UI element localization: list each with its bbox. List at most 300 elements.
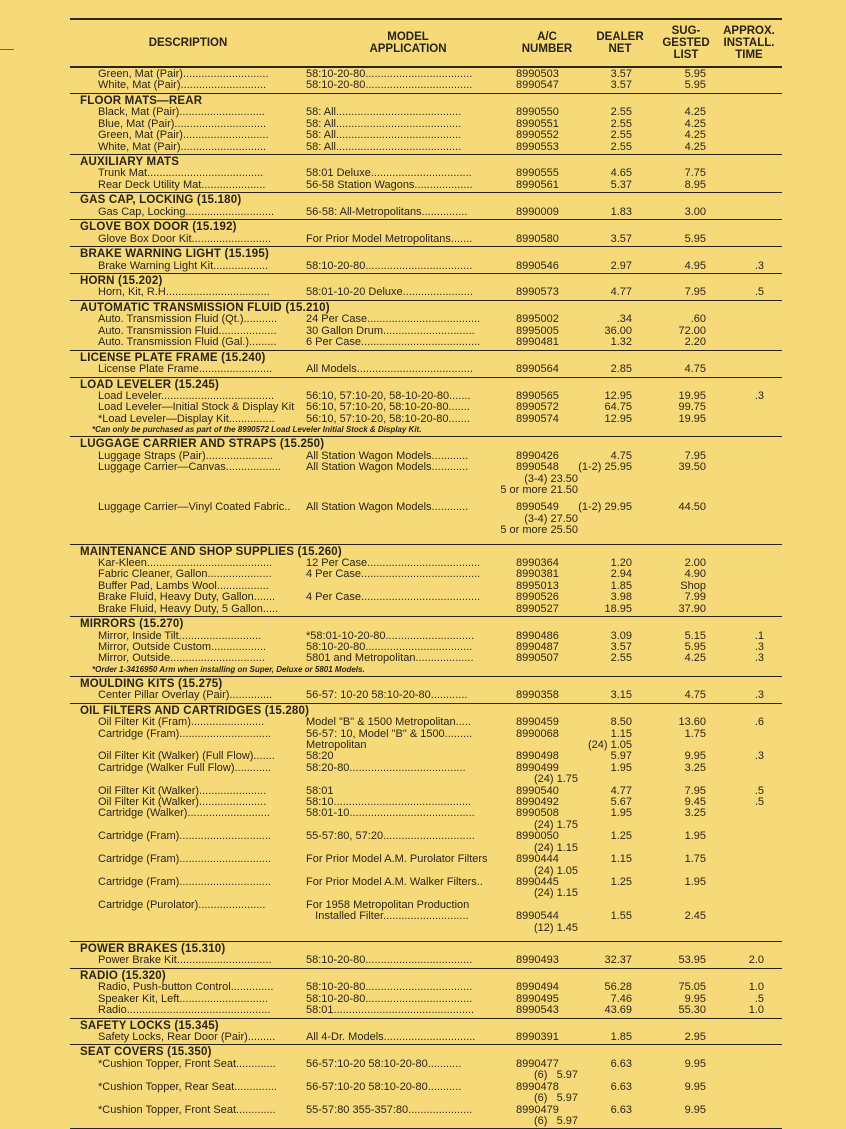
table-row bbox=[70, 911, 782, 922]
item-number: 8990498 bbox=[516, 750, 559, 763]
item-install-time bbox=[716, 900, 782, 911]
item-description: License Plate Frame........................ bbox=[98, 364, 273, 376]
item-dealer-net: 1.15 bbox=[610, 727, 632, 740]
item-list-price: 9.95 bbox=[684, 750, 706, 763]
section-mirrors bbox=[70, 617, 782, 677]
quantity-price-row bbox=[70, 485, 782, 496]
item-dealer-net: 5.37 bbox=[610, 178, 632, 191]
table-row bbox=[70, 592, 782, 603]
item-dealer-net: 43.69 bbox=[604, 1004, 632, 1017]
item-number: 8990495 bbox=[516, 992, 559, 1005]
item-install-time bbox=[716, 326, 782, 337]
item-application: 58:20 bbox=[306, 751, 334, 763]
quantity-price: (24) 1.75 bbox=[533, 818, 578, 831]
item-application: For Prior Model Metropolitans....... bbox=[306, 233, 473, 245]
item-number: 8990364 bbox=[516, 557, 559, 570]
item-number: 8990445 bbox=[516, 875, 559, 888]
item-application: All Station Wagon Models............ bbox=[306, 462, 469, 474]
item-install-time bbox=[716, 729, 782, 740]
item-number: 8990553 bbox=[516, 140, 559, 153]
item-list-price: 1.95 bbox=[684, 875, 706, 888]
item-dealer-net: 1.20 bbox=[610, 557, 632, 570]
item-description: Green, Mat (Pair)............................ bbox=[98, 69, 269, 80]
item-application bbox=[306, 604, 510, 615]
item-description: Cartridge (Fram).............................. bbox=[98, 854, 271, 866]
item-number: 8990459 bbox=[516, 716, 559, 729]
item-description: Luggage Straps (Pair)...................... bbox=[98, 450, 273, 462]
item-number: 8990580 bbox=[516, 232, 559, 245]
item-dealer-net: 1.15 bbox=[610, 853, 632, 866]
quantity-price: (6) 5.97 bbox=[533, 1092, 578, 1105]
item-application: 55-57:80 355-357:80..................... bbox=[306, 1104, 473, 1116]
item-install-time: 2.0 bbox=[748, 954, 764, 967]
item-dealer-net: 2.55 bbox=[610, 106, 632, 119]
section-moulding-kits bbox=[70, 677, 782, 704]
item-install-time bbox=[716, 402, 782, 413]
header-install-time: APPROX. INSTALL. TIME bbox=[723, 25, 775, 61]
quantity-price: (24) 1.15 bbox=[533, 841, 578, 854]
item-list-price: 4.90 bbox=[684, 568, 706, 581]
item-install-time bbox=[716, 337, 782, 348]
item-dealer-net: 2.94 bbox=[610, 568, 632, 581]
item-install-time bbox=[716, 462, 782, 473]
table-row bbox=[70, 451, 782, 462]
item-description: *Cushion Topper, Front Seat............. bbox=[98, 1104, 276, 1116]
item-application: For Prior Model A.M. Purolator Filters bbox=[306, 854, 488, 866]
item-description: Center Pillar Overlay (Pair).............. bbox=[98, 690, 273, 702]
item-application: 58:10-20-80................................... bbox=[306, 993, 473, 1005]
table-row bbox=[70, 314, 782, 325]
item-number: 8990481 bbox=[516, 336, 559, 349]
table-row bbox=[70, 877, 782, 888]
table-row bbox=[70, 180, 782, 191]
quantity-price: (24) 1.15 bbox=[533, 887, 578, 900]
item-dealer-net: (1-2) 29.95 bbox=[578, 501, 632, 514]
item-dealer-net: 32.37 bbox=[604, 954, 632, 967]
item-install-time bbox=[716, 207, 782, 218]
item-dealer-net: 5.67 bbox=[610, 796, 632, 809]
item-number: 8990508 bbox=[516, 807, 559, 820]
section-title: AUTOMATIC TRANSMISSION FLUID (15.210) bbox=[80, 301, 330, 314]
section-title: FLOOR MATS—REAR bbox=[80, 94, 203, 107]
quantity-price: 5 or more 25.50 bbox=[500, 524, 578, 537]
item-number: 8990547 bbox=[516, 79, 559, 92]
item-description: Speaker Kit, Left............................. bbox=[98, 993, 268, 1005]
item-description: Cartridge (Fram).............................. bbox=[98, 876, 271, 888]
table-row bbox=[70, 402, 782, 413]
item-description: Trunk Mat...................................... bbox=[98, 168, 264, 180]
item-description: *Load Leveler—Display Kit............... bbox=[98, 413, 275, 425]
item-description: Oil Filter Kit (Walker)...................... bbox=[98, 785, 267, 797]
item-dealer-net: 2.55 bbox=[610, 652, 632, 665]
item-list-price: 7.95 bbox=[684, 449, 706, 462]
table-row bbox=[70, 1105, 782, 1116]
quantity-price: (24) 1.05 bbox=[587, 739, 632, 752]
item-description: Auto. Transmission Fluid (Qt.)........... bbox=[98, 314, 278, 326]
item-dealer-net: 18.95 bbox=[604, 602, 632, 615]
item-install-time bbox=[716, 314, 782, 325]
table-row bbox=[70, 1082, 782, 1093]
section-radio bbox=[70, 969, 782, 1019]
section-title: MIRRORS (15.270) bbox=[80, 618, 184, 631]
table-row bbox=[70, 168, 782, 179]
item-number: 8990426 bbox=[516, 449, 559, 462]
item-list-price: 9.95 bbox=[684, 1103, 706, 1116]
item-description: White, Mat (Pair)............................ bbox=[98, 80, 267, 92]
item-description bbox=[70, 911, 306, 922]
item-dealer-net: 1.85 bbox=[610, 1031, 632, 1044]
item-dealer-net: 12.95 bbox=[604, 390, 632, 402]
item-list-price: 72.00 bbox=[678, 324, 706, 337]
table-row bbox=[70, 287, 782, 298]
item-application: 56-58: All-Metropolitans............... bbox=[306, 206, 468, 218]
item-description: Load Leveler—Initial Stock & Display Kit bbox=[98, 402, 295, 414]
section-luggage-carrier bbox=[70, 437, 782, 544]
item-list-price: 3.25 bbox=[684, 761, 706, 774]
item-dealer-net: 6.63 bbox=[610, 1057, 632, 1070]
item-application: All 4-Dr. Models.............................. bbox=[306, 1032, 476, 1044]
item-dealer-net: .34 bbox=[616, 313, 632, 326]
item-install-time bbox=[716, 142, 782, 153]
item-install-time bbox=[716, 502, 782, 513]
item-description: Radio............................................... bbox=[98, 1005, 271, 1017]
item-list-price: 9.95 bbox=[684, 992, 706, 1005]
table-row bbox=[70, 763, 782, 774]
item-install-time bbox=[716, 1105, 782, 1116]
item-description: *Cushion Topper, Rear Seat.............. bbox=[98, 1081, 277, 1093]
item-description: Mirror, Outside Custom.................. bbox=[98, 642, 267, 653]
table-row bbox=[70, 1059, 782, 1070]
item-install-time: .5 bbox=[754, 286, 764, 299]
item-number: 8995002 bbox=[516, 313, 559, 326]
item-list-price: 19.95 bbox=[678, 412, 706, 425]
item-application: All Station Wagon Models............ bbox=[306, 502, 469, 514]
item-list-price: 1.75 bbox=[684, 727, 706, 740]
item-dealer-net: 1.25 bbox=[610, 830, 632, 843]
table-row bbox=[70, 234, 782, 245]
table-row bbox=[70, 558, 782, 569]
item-list-price: 5.95 bbox=[684, 641, 706, 653]
item-application: Installed Filter............................ bbox=[306, 911, 469, 923]
section-title: MAINTENANCE AND SHOP SUPPLIES (15.260) bbox=[80, 545, 342, 558]
item-number: 8990555 bbox=[516, 167, 559, 180]
quantity-price-row bbox=[70, 1116, 782, 1127]
item-list-price: 5.95 bbox=[684, 79, 706, 92]
item-number: 8990478 bbox=[516, 1080, 559, 1093]
item-list-price: 39.50 bbox=[678, 461, 706, 474]
section-title: GAS CAP, LOCKING (15.180) bbox=[80, 194, 242, 207]
item-application: 58: All......................................... bbox=[306, 141, 462, 153]
item-description: Load Leveler..................................... bbox=[98, 391, 275, 402]
item-application: 5801 and Metropolitan................... bbox=[306, 653, 474, 665]
item-list-price: 53.95 bbox=[678, 954, 706, 967]
table-row bbox=[70, 69, 782, 80]
item-number: 8990479 bbox=[516, 1103, 559, 1116]
item-application: 58:10-20-80................................... bbox=[306, 642, 473, 653]
quantity-price-row bbox=[70, 888, 782, 899]
table-row bbox=[70, 326, 782, 337]
item-description: *Cushion Topper, Front Seat............. bbox=[98, 1058, 276, 1070]
item-list-price: 4.25 bbox=[684, 117, 706, 130]
item-list-price: 8.95 bbox=[684, 178, 706, 191]
item-list-price: 1.95 bbox=[684, 830, 706, 843]
item-install-time bbox=[716, 414, 782, 425]
item-application: 58:01.............................................. bbox=[306, 1005, 475, 1017]
item-list-price: 75.05 bbox=[678, 981, 706, 994]
item-description: Glove Box Door Kit.......................... bbox=[98, 233, 271, 245]
parts-price-list bbox=[70, 18, 782, 1129]
item-dealer-net: 1.85 bbox=[610, 579, 632, 592]
item-install-time bbox=[716, 569, 782, 580]
item-install-time: .3 bbox=[754, 641, 764, 653]
item-number: 8990503 bbox=[516, 68, 559, 80]
item-install-time bbox=[716, 364, 782, 375]
item-application: 58:10-20-80................................... bbox=[306, 955, 473, 967]
item-application: 58: All......................................... bbox=[306, 107, 462, 119]
item-install-time: .3 bbox=[754, 750, 764, 763]
item-description: Power Brake Kit............................... bbox=[98, 955, 272, 967]
item-dealer-net: 4.77 bbox=[610, 286, 632, 299]
item-application: 58:01 bbox=[306, 785, 334, 797]
item-number: 8990499 bbox=[516, 761, 559, 774]
item-list-price: 2.00 bbox=[684, 557, 706, 570]
section-auxiliary-mats bbox=[70, 155, 782, 193]
item-application: Metropolitan bbox=[306, 740, 367, 752]
item-number: 8990573 bbox=[516, 286, 559, 299]
section-floor-mats-front-cont bbox=[70, 68, 782, 94]
header-dealer-net: DEALER NET bbox=[596, 31, 644, 55]
item-number: 8990574 bbox=[516, 412, 559, 425]
item-install-time bbox=[716, 831, 782, 842]
section-maintenance-shop-supplies bbox=[70, 545, 782, 618]
item-dealer-net: 3.09 bbox=[610, 629, 632, 642]
section-title: SAFETY LOCKS (15.345) bbox=[80, 1019, 219, 1032]
item-description: Mirror, Outside............................... bbox=[98, 653, 265, 665]
header-suggested-list: SUG- GESTED LIST bbox=[662, 25, 710, 61]
item-dealer-net: 1.95 bbox=[610, 761, 632, 774]
item-install-time bbox=[716, 180, 782, 191]
quantity-price: (6) 5.97 bbox=[533, 1069, 578, 1082]
quantity-price: (3-4) 27.50 bbox=[524, 512, 578, 525]
table-row bbox=[70, 502, 782, 513]
item-number: 8990486 bbox=[516, 629, 559, 642]
item-number: 8990391 bbox=[516, 1031, 559, 1044]
item-number: 8995013 bbox=[516, 579, 559, 592]
section-horn bbox=[70, 274, 782, 301]
margin-mark: — bbox=[0, 40, 14, 56]
item-number: 8990494 bbox=[516, 981, 559, 994]
section-seat-covers bbox=[70, 1045, 782, 1129]
table-row bbox=[70, 391, 782, 402]
item-install-time bbox=[716, 854, 782, 865]
item-description: Brake Fluid, Heavy Duty, Gallon....... bbox=[98, 592, 276, 604]
item-list-price: 4.25 bbox=[684, 129, 706, 142]
table-header bbox=[70, 18, 782, 68]
item-description: Rear Deck Utility Mat..................... bbox=[98, 179, 266, 191]
item-install-time bbox=[716, 107, 782, 118]
item-list-price: 4.75 bbox=[684, 363, 706, 376]
item-install-time bbox=[716, 130, 782, 141]
item-description: Horn, Kit, R.H.................................. bbox=[98, 287, 270, 299]
header-model-application: MODEL APPLICATION bbox=[369, 31, 447, 55]
quantity-price: 5 or more 21.50 bbox=[500, 483, 578, 496]
table-row bbox=[70, 642, 782, 653]
item-install-time bbox=[716, 763, 782, 774]
item-install-time bbox=[716, 80, 782, 91]
item-list-price: 9.45 bbox=[684, 796, 706, 809]
item-dealer-net: 4.77 bbox=[610, 784, 632, 797]
item-description: White, Mat (Pair)............................ bbox=[98, 141, 267, 153]
item-number: 8990550 bbox=[516, 106, 559, 119]
item-list-price: 4.75 bbox=[684, 689, 706, 702]
item-dealer-net: 3.57 bbox=[610, 641, 632, 653]
table-row bbox=[70, 107, 782, 118]
section-load-leveler bbox=[70, 378, 782, 438]
item-list-price: 9.95 bbox=[684, 1057, 706, 1070]
section-title: LICENSE PLATE FRAME (15.240) bbox=[80, 351, 266, 364]
table-row bbox=[70, 900, 782, 911]
item-number: 8990487 bbox=[516, 641, 559, 653]
item-dealer-net: 2.55 bbox=[610, 117, 632, 130]
item-number: 8990565 bbox=[516, 390, 559, 402]
item-description: Luggage Carrier—Canvas.................. bbox=[98, 462, 281, 474]
table-row bbox=[70, 364, 782, 375]
item-description: Mirror, Inside Tilt........................... bbox=[98, 630, 262, 642]
table-row bbox=[70, 414, 782, 425]
section-power-brakes bbox=[70, 942, 782, 969]
section-title: OIL FILTERS AND CARTRIDGES (15.280) bbox=[80, 704, 310, 717]
table-row bbox=[70, 569, 782, 580]
item-install-time: 1.0 bbox=[748, 981, 764, 994]
item-list-price: 3.25 bbox=[684, 807, 706, 820]
quantity-price-row bbox=[70, 774, 782, 785]
quantity-price: (6) 5.97 bbox=[533, 1115, 578, 1127]
item-install-time: .3 bbox=[754, 652, 764, 665]
table-row bbox=[70, 631, 782, 642]
item-number: 8990564 bbox=[516, 363, 559, 376]
table-row bbox=[70, 808, 782, 819]
quantity-price-row bbox=[70, 1093, 782, 1104]
item-dealer-net: 12.95 bbox=[604, 412, 632, 425]
item-application: For Prior Model A.M. Walker Filters.. bbox=[306, 876, 483, 888]
item-application: 58:10-20-80................................... bbox=[306, 69, 473, 80]
item-list-price: Shop bbox=[680, 579, 706, 592]
item-description: Oil Filter Kit (Fram)........................ bbox=[98, 717, 265, 729]
item-list-price: 5.95 bbox=[684, 68, 706, 80]
item-application: 58:01 Deluxe................................. bbox=[306, 168, 472, 180]
item-application bbox=[306, 581, 510, 592]
item-dealer-net: 6.63 bbox=[610, 1103, 632, 1116]
item-dealer-net: 3.57 bbox=[610, 79, 632, 92]
item-dealer-net: 2.55 bbox=[610, 140, 632, 153]
quantity-price-row bbox=[70, 1070, 782, 1081]
item-list-price: 1.75 bbox=[684, 853, 706, 866]
table-row bbox=[70, 797, 782, 808]
item-list-price: 7.95 bbox=[684, 784, 706, 797]
header-description: DESCRIPTION bbox=[148, 37, 228, 49]
item-description: Gas Cap, Locking............................. bbox=[98, 206, 275, 218]
item-description: Buffer Pad, Lambs Wool................. bbox=[98, 580, 269, 592]
quantity-price-row bbox=[70, 514, 782, 525]
item-application: 56-57:10-20 58:10-20-80........... bbox=[306, 1058, 462, 1070]
item-application: Model "B" & 1500 Metropolitan..... bbox=[306, 717, 471, 729]
table-row bbox=[70, 786, 782, 797]
item-install-time bbox=[716, 1082, 782, 1093]
item-dealer-net: 3.98 bbox=[610, 591, 632, 604]
item-number: 8990009 bbox=[516, 205, 559, 218]
item-application: 4 Per Case....................................... bbox=[306, 569, 481, 581]
section-floor-mats-rear bbox=[70, 94, 782, 155]
item-list-price: 3.00 bbox=[684, 205, 706, 218]
section-title: HORN (15.202) bbox=[80, 274, 163, 287]
item-number: 8990477 bbox=[516, 1057, 559, 1070]
table-row bbox=[70, 581, 782, 592]
item-description: Cartridge (Walker Full Flow)............ bbox=[98, 762, 272, 774]
item-application: 4 Per Case....................................... bbox=[306, 592, 481, 604]
item-install-time bbox=[716, 911, 782, 922]
footnote: *Order 1-3416950 Arm when installing on Super, Deluxe or 5801 Models. bbox=[92, 664, 365, 674]
table-row bbox=[70, 462, 782, 473]
item-dealer-net: 64.75 bbox=[604, 401, 632, 414]
item-list-price: 44.50 bbox=[678, 501, 706, 514]
item-number: 8990561 bbox=[516, 178, 559, 191]
item-install-time bbox=[716, 604, 782, 615]
item-number: 8990572 bbox=[516, 401, 559, 414]
item-description: Fabric Cleaner, Gallon..................... bbox=[98, 569, 272, 581]
item-number: 8990526 bbox=[516, 591, 559, 604]
section-title: LUGGAGE CARRIER AND STRAPS (15.250) bbox=[80, 438, 325, 451]
item-list-price: 7.95 bbox=[684, 286, 706, 299]
section-license-plate-frame bbox=[70, 351, 782, 378]
section-title: MOULDING KITS (15.275) bbox=[80, 677, 223, 690]
item-install-time: .5 bbox=[754, 784, 764, 797]
item-install-time bbox=[716, 877, 782, 888]
section-title: AUXILIARY MATS bbox=[80, 155, 180, 168]
item-number: 8995005 bbox=[516, 324, 559, 337]
item-dealer-net: 2.85 bbox=[610, 363, 632, 376]
table-row bbox=[70, 142, 782, 153]
item-install-time: 1.0 bbox=[748, 1004, 764, 1017]
item-description: Auto. Transmission Fluid................... bbox=[98, 325, 277, 337]
section-title: GLOVE BOX DOOR (15.192) bbox=[80, 221, 237, 234]
item-dealer-net: 3.15 bbox=[610, 689, 632, 702]
item-install-time: .1 bbox=[754, 629, 764, 642]
item-install-time bbox=[716, 808, 782, 819]
item-dealer-net: 1.32 bbox=[610, 336, 632, 349]
table-row bbox=[70, 690, 782, 701]
item-application: 58:20-80...................................... bbox=[306, 762, 466, 774]
item-install-time bbox=[716, 451, 782, 462]
item-dealer-net: 6.63 bbox=[610, 1080, 632, 1093]
table-row bbox=[70, 729, 782, 740]
item-dealer-net: 4.75 bbox=[610, 449, 632, 462]
item-dealer-net: 2.55 bbox=[610, 129, 632, 142]
quantity-price: (12) 1.45 bbox=[533, 921, 578, 934]
item-dealer-net: 1.55 bbox=[610, 910, 632, 923]
item-list-price: 5.95 bbox=[684, 232, 706, 245]
table-row bbox=[70, 955, 782, 966]
item-list-price: .60 bbox=[690, 313, 706, 326]
item-list-price: 7.99 bbox=[684, 591, 706, 604]
item-number: 8990552 bbox=[516, 129, 559, 142]
item-install-time: .3 bbox=[754, 390, 764, 402]
section-title: BRAKE WARNING LIGHT (15.195) bbox=[80, 248, 269, 261]
section-title: LOAD LEVELER (15.245) bbox=[80, 378, 220, 391]
item-description: Cartridge (Fram).............................. bbox=[98, 728, 271, 740]
table-row bbox=[70, 130, 782, 141]
quantity-price-row bbox=[70, 525, 782, 536]
quantity-price: (3-4) 23.50 bbox=[524, 472, 578, 485]
